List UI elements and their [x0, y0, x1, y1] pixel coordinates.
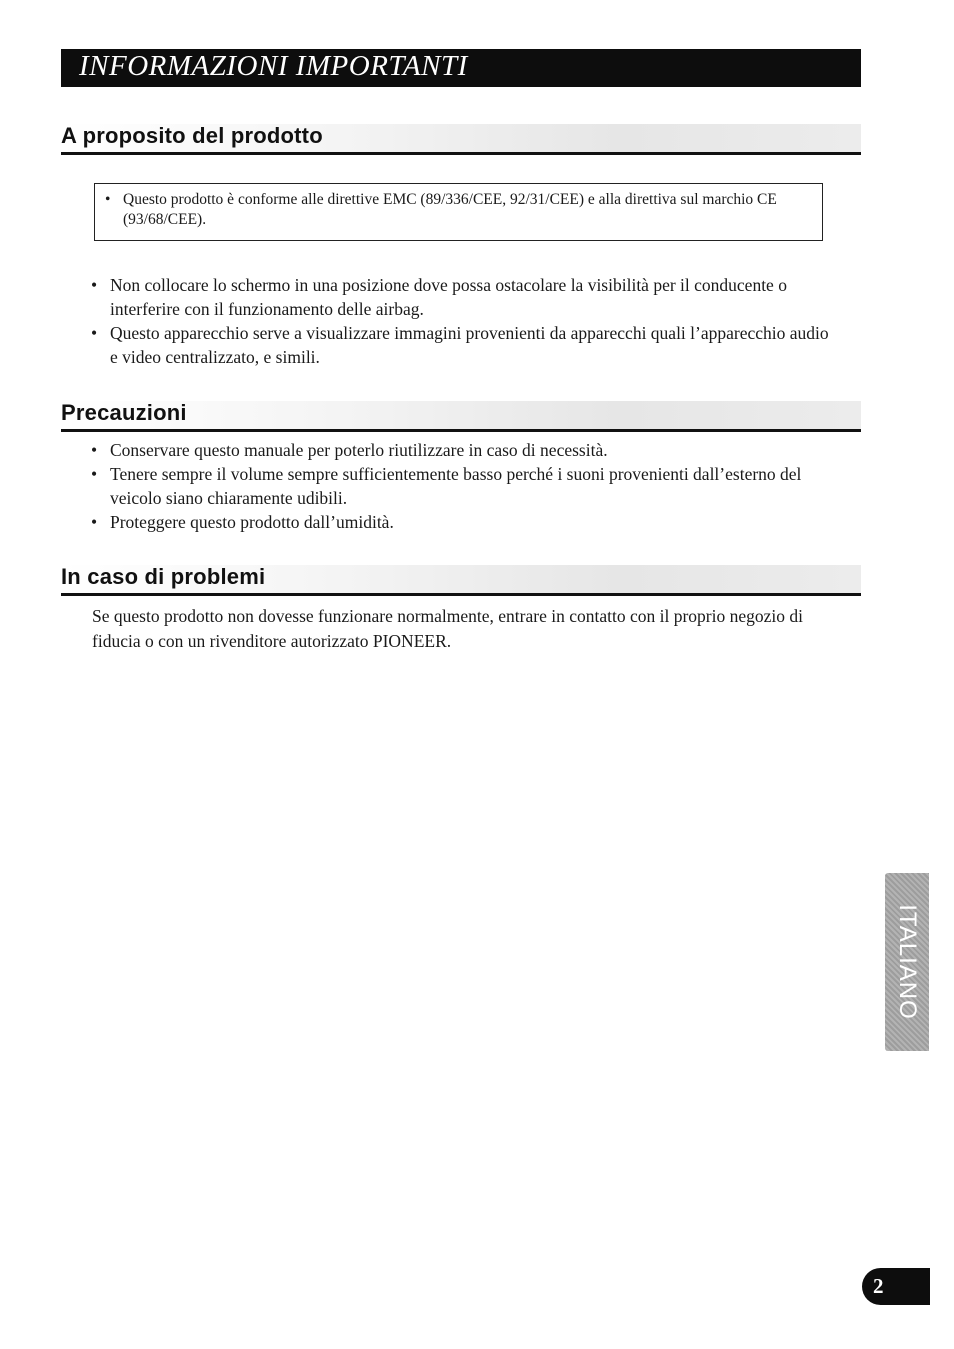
section-heading-text: A proposito del prodotto — [61, 123, 323, 148]
list-item: • Non collocare lo schermo in una posizione dove possa ostacolare la visibilità per il conducente o interferire con il funzionamento delle airbag. — [91, 273, 831, 321]
list-item: • Questo apparecchio serve a visualizzare immagini provenienti da apparecchi quali l’apparecchio audio e video centralizzato, e simili. — [91, 321, 831, 369]
list-item: • Tenere sempre il volume sempre sufficientemente basso perché i suoni provenienti dall’esterno del veicolo siano chiaramente udibili. — [91, 462, 831, 510]
notice-item: • Questo prodotto è conforme alle direttive EMC (89/336/CEE, 92/31/CEE) e alla direttiva sul marchio CE (93/68/CEE). — [105, 190, 812, 230]
page-title: INFORMAZIONI IMPORTANTI — [79, 50, 468, 82]
list-item: • Proteggere questo prodotto dall’umidità. — [91, 510, 831, 534]
compliance-notice-box — [94, 183, 823, 241]
page-number: 2 — [873, 1274, 884, 1298]
section-heading-precautions — [61, 401, 861, 432]
page-number-tab — [862, 1268, 930, 1305]
list-item: • Conservare questo manuale per poterlo riutilizzare in caso di necessità. — [91, 438, 831, 462]
problems-paragraph: Se questo prodotto non dovesse funzionare normalmente, entrare in contatto con il proprio negozio di fiducia o con un rivenditore autorizzato PIONEER. — [92, 606, 803, 651]
notice-list — [105, 190, 812, 230]
language-side-tab — [885, 873, 929, 1051]
product-bullet-list — [91, 273, 831, 369]
section-heading-text: Precauzioni — [61, 400, 187, 425]
language-tab-label: ITALIANO — [894, 904, 921, 1020]
section-heading-text: In caso di problemi — [61, 564, 266, 589]
section-heading-problems — [61, 565, 861, 596]
section-heading-product — [61, 124, 861, 155]
page-title-bar — [61, 49, 861, 87]
precautions-bullet-list — [91, 438, 831, 534]
